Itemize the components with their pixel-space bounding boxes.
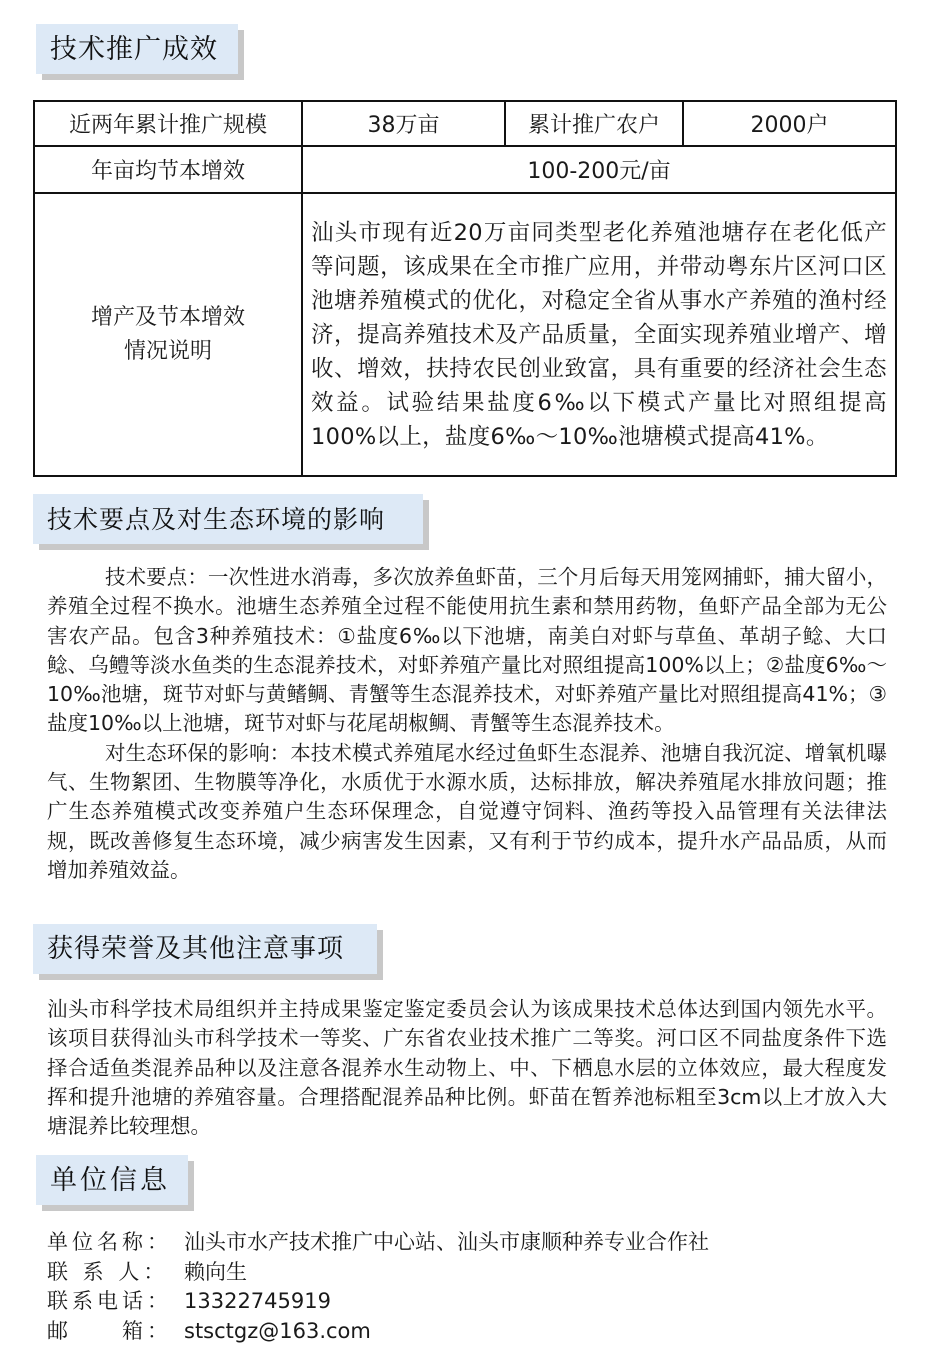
label-description-line1: 增产及节本增效 (90, 304, 245, 330)
unit-info (47, 1228, 887, 1346)
unit-name-value: 汕头市水产技术推广中心站、汕头市康顺种养专业合作社 (184, 1230, 709, 1254)
value-farmers: 2000户 (683, 101, 896, 146)
email-value: stsctgz@163.com (184, 1318, 371, 1343)
email-label: 邮 箱： (47, 1318, 172, 1343)
label-description (34, 193, 302, 476)
phone-label: 联系电话： (47, 1289, 172, 1313)
contact-label: 联 系 人： (47, 1259, 169, 1284)
email-row (47, 1317, 887, 1347)
contact-row (47, 1258, 887, 1288)
promotion-table (33, 100, 897, 477)
phone-row (47, 1287, 887, 1317)
honors-paragraph: 汕头市科学技术局组织并主持成果鉴定鉴定委员会认为该成果技术总体达到国内领先水平。该项目获得汕头市科学技术一等奖、广东省农业技术推广二等奖。河口区不同盐度条件下选择合适鱼类混养品种以及注意各混养水生动物上、中、下栖息水层的立体效应，最大程度发挥和提升池塘的养殖容量。合理搭配混养品种比例。虾苗在暂养池标粗至3cm以上才放入大塘混养比较理想。 (47, 997, 887, 1139)
value-benefit: 100-200元/亩 (302, 146, 896, 193)
label-benefit: 年亩均节本增效 (34, 146, 302, 193)
phone-value: 13322745919 (184, 1289, 331, 1313)
section-header-honors: 获得荣誉及其他注意事项 (33, 924, 377, 974)
section-header-unit: 单位信息 (36, 1155, 188, 1205)
unit-name-label: 单位名称： (47, 1230, 172, 1254)
label-scale: 近两年累计推广规模 (34, 101, 302, 146)
tech-paragraph-2: 对生态环保的影响：本技术模式养殖尾水经过鱼虾生态混养、池塘自我沉淀、增氧机曝气、生物絮团、生物膜等净化，水质优于水源水质，达标排放，解决养殖尾水排放问题；推广生态养殖模式改变养殖户生态环保理念，自觉遵守饲料、渔药等投入品管理有关法律法规，既改善修复生态环境，减少病害发生因素，又有利于节约成本，提升水产品品质，从而增加养殖效益。 (47, 740, 887, 882)
label-description-line2: 情况说明 (123, 338, 212, 364)
description-text: 汕头市现有近20万亩同类型老化养殖池塘存在老化低产等问题，该成果在全市推广应用，并带动粤东片区河口区池塘养殖模式的优化，对稳定全省从事水产养殖的渔村经济，提高养殖技术及产品质量，全面实现养殖业增产、增收、增效，扶持农民创业致富，具有重要的经济社会生态效益。试验结果盐度6‰以下模式产量比对照组提高100%以上，盐度6‰～10‰池塘模式提高41%。 (302, 193, 896, 476)
label-farmers: 累计推广农户 (505, 101, 683, 146)
section-header-promotion: 技术推广成效 (36, 24, 238, 74)
honors-text (47, 995, 887, 1141)
unit-name-row (47, 1228, 887, 1258)
contact-value: 赖向生 (184, 1259, 247, 1284)
tech-paragraph-1: 技术要点：一次性进水消毒，多次放养鱼虾苗，三个月后每天用笼网捕虾，捕大留小，养殖全过程不换水。池塘生态养殖全过程不能使用抗生素和禁用药物，鱼虾产品全部为无公害农产品。包含3种养殖技术：①盐度6‰以下池塘，南美白对虾与草鱼、革胡子鲶、大口鲶、乌鳢等淡水鱼类的生态混养技术，对虾养殖产量比对照组提高100%以上；②盐度6‰～10‰池塘，斑节对虾与黄鳍鲷、青蟹等生态混养技术，对虾养殖产量比对照组提高41%；③盐度10‰以上池塘，斑节对虾与花尾胡椒鲷、青蟹等生态混养技术。 (47, 565, 887, 736)
section-header-tech: 技术要点及对生态环境的影响 (33, 494, 423, 544)
value-scale: 38万亩 (302, 101, 505, 146)
tech-text (47, 563, 887, 885)
